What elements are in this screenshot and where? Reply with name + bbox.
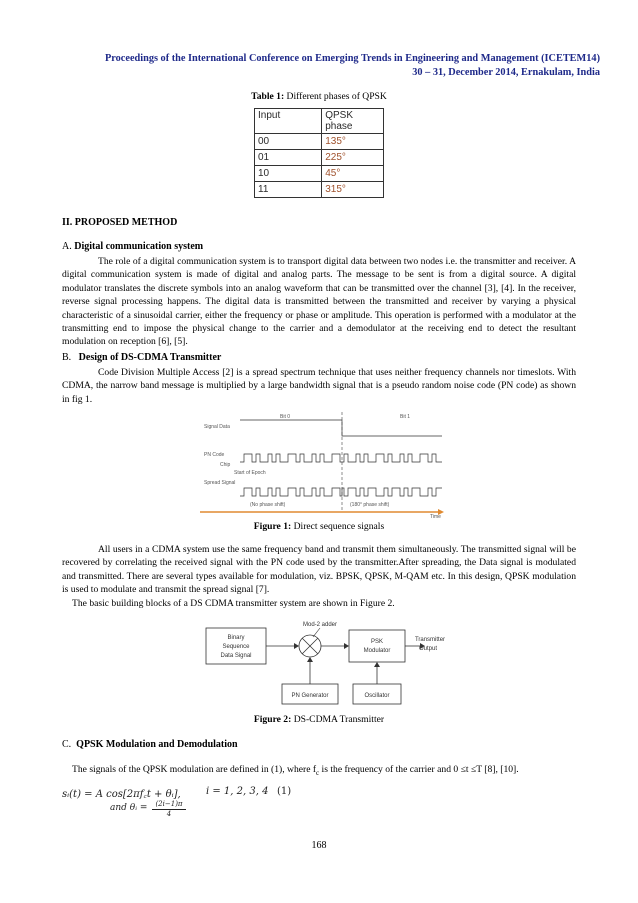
equation-fraction: (2i−1)π 4 — [152, 800, 186, 818]
figure2-caption: Figure 2: DS-CDMA Transmitter — [253, 714, 385, 725]
subsection-c-heading: C. QPSK Modulation and Demodulation — [62, 739, 238, 750]
equation-number: (1) — [277, 786, 292, 797]
figure1-caption: Figure 1: Direct sequence signals — [253, 521, 385, 532]
paragraph-cdma-users: All users in a CDMA system use the same frequency band and transmit them simultaneously. The transmitted signal will be recovered by correlating the received signal with the PN code used by the transmitter.After spreading, the Data signal is modulated and transmitted. There are several types available for modulation, viz. BPSK, QPSK, M-QAM etc. In this design, QPSK modulation is used to modulate and transmit the spread signal [7]. — [62, 544, 576, 596]
phase180-label: (180° phase shift) — [350, 502, 390, 508]
bit0-label: Bit 0 — [280, 414, 291, 420]
table-header-phase: QPSK phase — [322, 109, 384, 134]
direct-sequence-figure — [200, 408, 445, 518]
conference-header-line2: 30 – 31, December 2014, Ernakulam, India — [412, 67, 600, 78]
psk-modulator-block — [349, 630, 405, 662]
bit1-label: Bit 1 — [400, 414, 411, 420]
no-phase-label: (No phase shift) — [250, 502, 286, 508]
subsection-c-paragraph: The signals of the QPSK modulation are defined in (1), where $f_c$ is the frequency of the carrier and 0 ≤t ≤T [8], [10]. — [72, 764, 519, 777]
table-row: 00 135° — [255, 134, 384, 150]
svg-text:Data Signal: Data Signal — [220, 653, 252, 659]
svg-text:Oscillator: Oscillator — [364, 693, 390, 699]
subsection-b-heading: B. Design of DS-CDMA Transmitter — [62, 352, 222, 363]
svg-text:Output: Output — [418, 646, 438, 652]
transmitter-output-label: Transmitter — [414, 637, 446, 643]
page-number: 168 — [311, 840, 327, 851]
svg-text:PSK: PSK — [370, 639, 384, 645]
spread-signal-label: Spread Signal — [204, 480, 236, 486]
qpsk-phase-table — [254, 108, 384, 198]
svg-text:Modulator: Modulator — [363, 648, 391, 654]
signal-data-label: Signal Data — [204, 424, 230, 430]
table-row: 11 315° — [255, 182, 384, 198]
pn-code-label: PN Code — [204, 452, 225, 458]
paragraph-building-blocks: The basic building blocks of a DS CDMA transmitter system are shown in Figure 2. — [72, 598, 395, 609]
ds-cdma-transmitter-figure — [198, 618, 448, 710]
section-title: II. PROPOSED METHOD — [62, 217, 178, 228]
svg-text:Sequence: Sequence — [222, 644, 250, 650]
subsection-a-paragraph: The role of a digital communication system is to transport digital data between two nodes i.e. the transmitter and receiver. A digital communication system is made of digital and analog parts. The message to be sent is from a digital source. A digital modulator translates the discrete symbols into an analog waveform that can be transmitted over the channel [3], [4]. In the receiver, reverse signal processing happens. The digital data is transmitted between the transmitted and receiver by varying a physical characteristic of a sinusoidal carrier, either the frequency or phase or amplitude. This operation is performed with a modulator at the transmitting end to impose the physical change to the carrier and a demodulator at the receiving end to detect the resultant modulation on reception [6], [5]. — [62, 256, 576, 348]
subsection-a-heading: A. Digital communication system — [62, 241, 204, 252]
svg-text:PN Generator: PN Generator — [291, 693, 329, 699]
table1-caption: Table 1: Different phases of QPSK — [251, 91, 387, 102]
chip-label: Chip — [220, 462, 231, 468]
equation-index: i = 1, 2, 3, 4 — [206, 786, 269, 797]
time-label: Time — [430, 514, 441, 518]
start-epoch-label: Start of Epoch — [234, 470, 266, 476]
mod2-adder-label: Mod-2 adder — [302, 622, 338, 628]
equation-qpsk: sᵢ(t) = A cos[2πf꜀t + θᵢ], — [62, 789, 181, 800]
subsection-b-paragraph: Code Division Multiple Access [2] is a spread spectrum technique that uses neither frequency channels nor timeslots. With CDMA, the narrow band message is multiplied by a large bandwidth signal that is a pseudo random noise code (PN code) as shown in fig 1. — [62, 367, 576, 405]
equation-theta: and θᵢ = — [110, 803, 148, 813]
table-header-input: Input — [255, 109, 322, 134]
svg-text:Binary: Binary — [227, 635, 245, 641]
conference-header-line1: Proceedings of the International Conference on Emerging Trends in Engineering and Management (ICETEM14) — [104, 53, 600, 64]
table-row: 10 45° — [255, 166, 384, 182]
table-row: 01 225° — [255, 150, 384, 166]
